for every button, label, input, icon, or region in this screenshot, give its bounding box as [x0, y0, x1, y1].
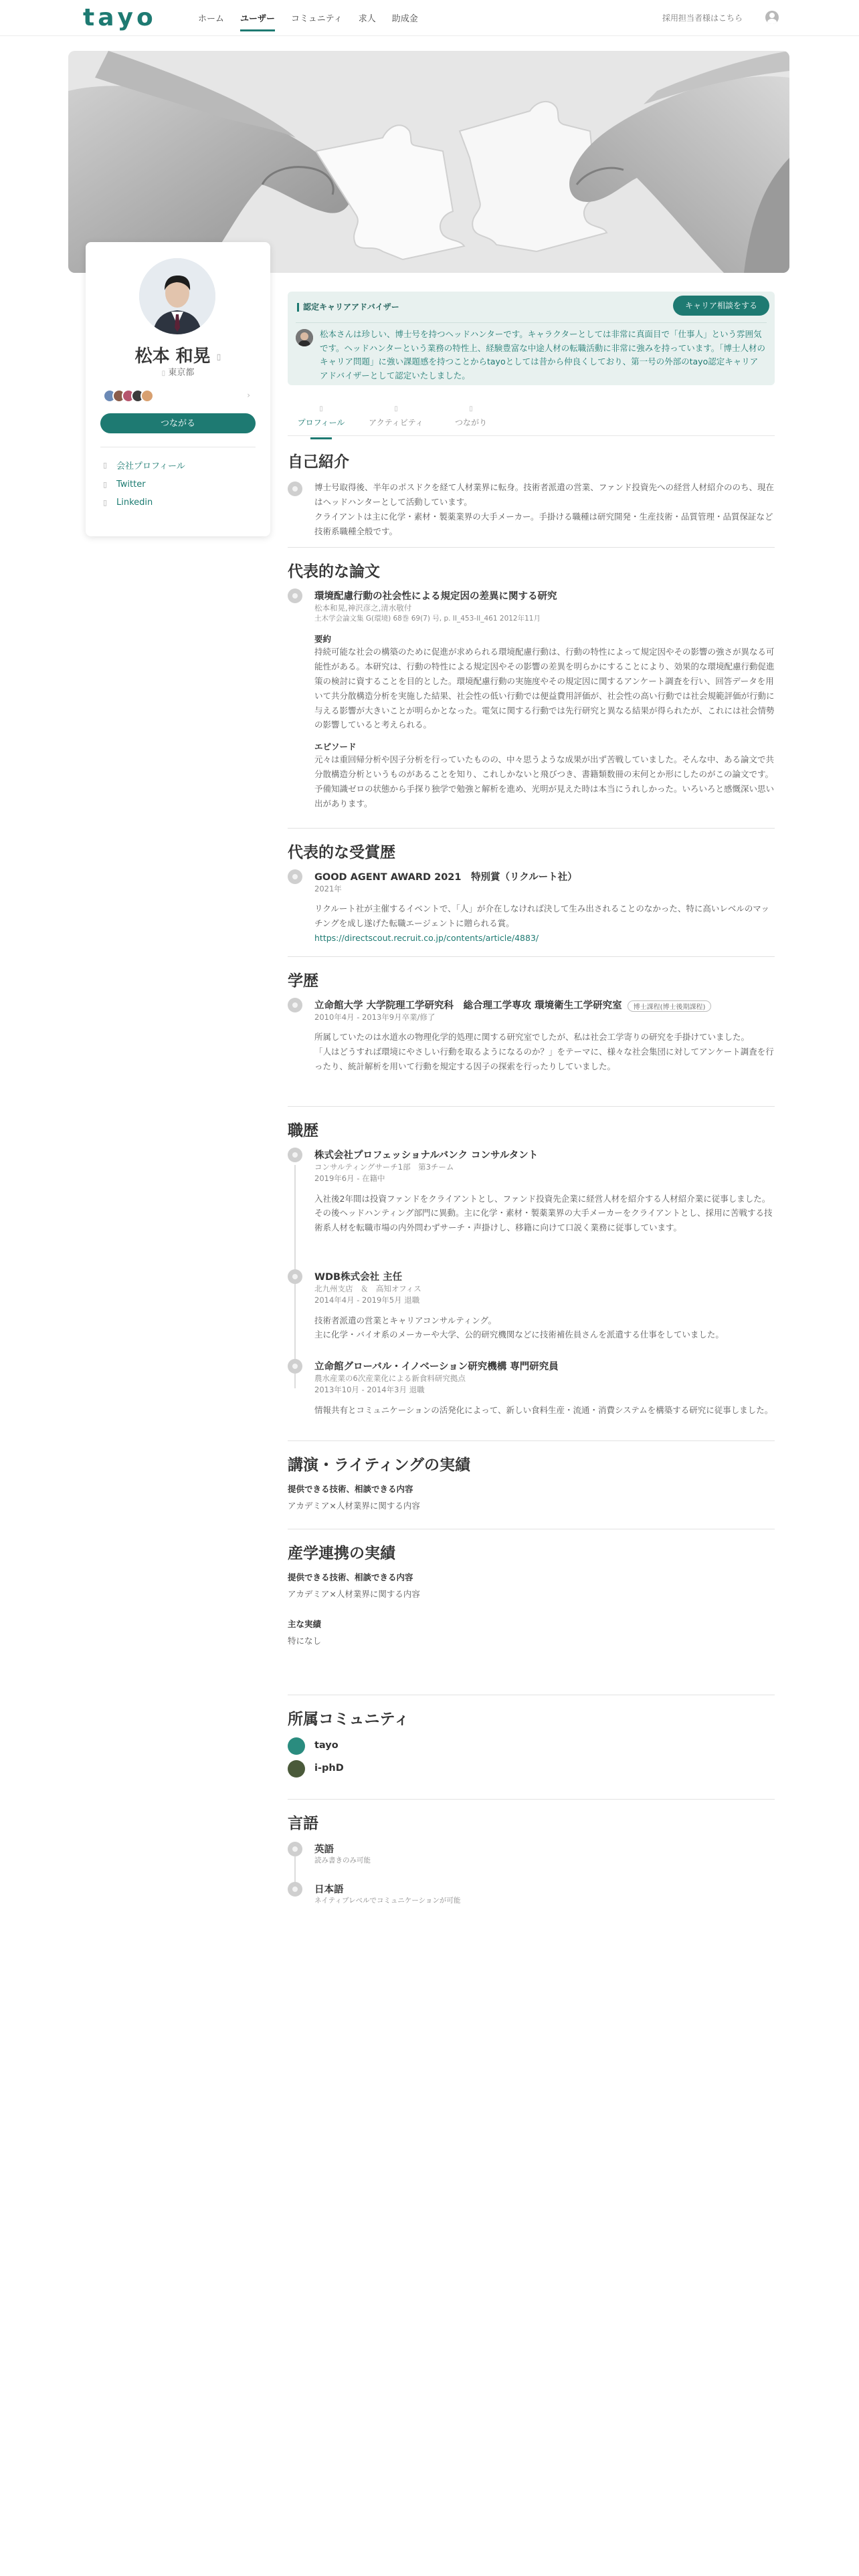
advisor-avatar — [296, 329, 313, 346]
community-name[interactable]: tayo — [314, 1740, 339, 1751]
language-name: 英語 — [314, 1844, 334, 1855]
award-title: GOOD AGENT AWARD 2021 特別賞（リクルート社） — [314, 872, 577, 883]
industry-section — [288, 1541, 775, 1648]
section-title: 職歴 — [288, 1122, 318, 1140]
job-company: 株式会社プロフェッショナルバンク コンサルタント — [314, 1150, 539, 1161]
logo-letter: a — [98, 3, 116, 31]
section-title: 所属コミュニティ — [288, 1711, 409, 1728]
top-navbar — [0, 0, 859, 36]
section-divider — [288, 1799, 775, 1800]
school-name: 立命館大学 大学院理工学研究科 総合理工学専攻 環境衛生工学研究室 — [314, 1000, 622, 1011]
location-pin-icon: ▯ — [161, 370, 166, 377]
education-text: 所属していたのは水道水の物理化学的処理に関する研究室でしたが、私は社会工学寄りの研究を手掛けていました。 「人はどうすれば環境にやさしい行動を取るようになるのか？」をテーマに、様々な社会集団に対してアンケート調査を行ったり、統計解析を用いて行動を規定する因子の探索を行ったりしていました。 — [314, 1032, 774, 1071]
job-period: 2014年4月 - 2019年5月 退職 — [314, 1295, 420, 1305]
timeline-dot — [288, 869, 302, 884]
logo-letter: t — [83, 3, 96, 31]
section-title: 自己紹介 — [288, 453, 349, 471]
award-description: リクルート社が主催するイベントで、「人」が介在しなければ決して生み出されることのなかった、特に高いレベルのマッチングを成し遂げた転職エージェントに贈られる賞。 — [314, 903, 769, 929]
profile-card — [86, 242, 270, 536]
tab-label: つながり — [454, 418, 487, 427]
results-heading: 主な実績 — [288, 1618, 322, 1629]
tab-activity[interactable] — [363, 405, 430, 428]
tab-label: プロフィール — [297, 418, 345, 427]
nav-jobs[interactable]: 求人 — [358, 14, 376, 24]
connections-avatars[interactable] — [103, 389, 150, 403]
job-description: 入社後2年間は投資ファンドをクライアントとし、ファンド投資先企業に経営人材を紹介する人材紹介業に従事しました。 その後ヘッドハンティング部門に異動。主に化学・素材・製薬業界の大手メーカーをクライアントとし、採用に苦戦する技術系人材を転職市場の内外問わずサーチ・声掛けし、移籍に向けて口説く業務に従事しています。 — [314, 1193, 773, 1233]
section-divider — [288, 956, 775, 957]
connections-tab-icon: ▯ — [469, 405, 473, 413]
profile-tabs — [288, 405, 775, 436]
main-nav — [198, 11, 418, 31]
cover-image — [68, 51, 789, 273]
job-company: WDB株式会社 主任 — [314, 1272, 403, 1283]
community-section — [288, 1707, 775, 1774]
company-profile-link[interactable] — [103, 459, 185, 471]
job-period: 2013年10月 - 2014年3月 退職 — [314, 1385, 425, 1395]
tab-label: アクティビティ — [369, 418, 423, 427]
job-description: 情報共有とコミュニケーションの活発化によって、新しい食料生産・流通・消費システムを構築する研究に従事しました。 — [314, 1404, 773, 1415]
section-title: 産学連携の実績 — [288, 1545, 395, 1562]
job-department: コンサルティングサーチ1部 第3チーム — [314, 1162, 454, 1172]
paper-journal: 土木学会論文集 G(環境) 68巻 69(7) 号, p. II_453-II_461 2012年11月 — [314, 615, 541, 623]
job-department: 農水産業の6次産業化による新食料研究拠点 — [314, 1374, 466, 1383]
career-advisor-box — [288, 292, 775, 385]
award-section — [288, 840, 775, 943]
puzzle-hands-illustration — [68, 51, 789, 273]
language-level: ネイティブレベルでコミュニケーションが可能 — [314, 1897, 461, 1905]
nav-users[interactable]: ユーザー — [240, 11, 275, 31]
lecture-subheading: 提供できる技術、相談できる内容 — [288, 1484, 413, 1494]
section-title: 代表的な受賞歴 — [288, 844, 395, 861]
section-title: 代表的な論文 — [288, 563, 380, 580]
profile-links — [103, 459, 185, 516]
advisor-heading — [297, 301, 399, 312]
job-period: 2019年6月 - 在籍中 — [314, 1174, 385, 1184]
link-label[interactable]: Twitter — [116, 479, 146, 490]
section-divider — [288, 547, 775, 548]
nav-home[interactable]: ホーム — [198, 14, 225, 24]
timeline-dot — [288, 1269, 302, 1284]
advisor-comment: 松本さんは珍しい、博士号を持つヘッドハンターです。キャラクターとしては非常に真面目で「仕事人」という雰囲気です。ヘッドハンターという業務の特性上、経験豊富な中途人材の転職活動に非常に強みを持っています。「博士人材のキャリア問題」に強い課題感を持つことからtayoとしては昔から仲良くしており、第一号の外部のtayo認定キャリアアドバイザーとして認定いたしました。 — [320, 329, 766, 381]
career-consult-button[interactable]: キャリア相談をする — [673, 296, 769, 316]
section-title: 学歴 — [288, 972, 318, 990]
link-label[interactable]: Linkedin — [116, 498, 153, 508]
twitter-link[interactable] — [103, 479, 185, 490]
language-name: 日本語 — [314, 1885, 344, 1895]
job-company: 立命館グローバル・イノベーション研究機構 専門研究員 — [314, 1362, 559, 1372]
language-level: 読み書きのみ可能 — [314, 1856, 371, 1864]
timeline-dot — [288, 1882, 302, 1897]
divider — [296, 322, 767, 323]
job-department: 北九州支店 ＆ 高知オフィス — [314, 1284, 421, 1293]
award-year: 2021年 — [314, 884, 342, 893]
lecture-section — [288, 1453, 775, 1513]
connection-avatar — [140, 389, 154, 403]
paper-authors: 松本和晃,神沢彦之,清水敬付 — [314, 603, 412, 613]
section-divider — [288, 1440, 775, 1441]
nav-grants[interactable]: 助成金 — [391, 14, 418, 24]
section-title: 言語 — [288, 1815, 318, 1832]
nav-right — [662, 11, 779, 24]
main-column — [288, 292, 775, 1905]
timeline-dot — [288, 1359, 302, 1374]
profile-name — [86, 342, 270, 367]
timeline-dot — [288, 481, 302, 496]
tab-profile[interactable] — [288, 405, 355, 428]
profile-location — [86, 365, 270, 378]
community-name[interactable]: i-phD — [314, 1763, 344, 1774]
location-text: 東京都 — [168, 368, 195, 378]
nav-community[interactable]: コミュニティ — [291, 14, 343, 24]
industry-text: アカデミア×人材業界に関する内容 — [288, 1589, 420, 1599]
name-text: 松本 和晃 — [134, 346, 211, 366]
building-icon: ▯ — [103, 461, 108, 469]
section-divider — [288, 828, 775, 829]
tayo-logo[interactable] — [83, 4, 155, 31]
intro-section — [288, 449, 775, 536]
episode-heading: エピソード — [314, 742, 357, 752]
chevron-right-icon[interactable]: › — [247, 391, 250, 400]
results-text: 特になし — [288, 1635, 322, 1646]
summary-heading: 要約 — [314, 634, 332, 644]
section-divider — [288, 1106, 775, 1107]
paper-title: 環境配慮行動の社会性による規定因の差異に関する研究 — [314, 591, 557, 602]
timeline-dot — [288, 998, 302, 1012]
user-menu-icon[interactable] — [765, 11, 779, 24]
logo-letter: y — [117, 3, 134, 31]
education-period: 2010年4月 - 2013年9月卒業/修了 — [314, 1012, 436, 1022]
employer-link[interactable]: 採用担当者様はこちら — [662, 13, 743, 23]
timeline-dot — [288, 1842, 302, 1856]
intro-text: 博士号取得後、半年のポスドクを経て人材業界に転身。技術者派遣の営業、ファンド投資先への経営人材紹介ののち、現在はヘッドハンターとして活動しています。 クライアントは主に化学・素材・製薬業界の大手メーカー。手掛ける職種は研究開発・生産技術・品質管理・品質保証など技術系職種全般です。 — [314, 482, 775, 536]
link-label[interactable]: 会社プロフィール — [116, 461, 185, 471]
profile-photo — [139, 258, 215, 334]
paper-section — [288, 559, 775, 809]
career-section — [288, 1118, 775, 1415]
verified-icon: ▯ — [216, 352, 221, 362]
education-section — [288, 968, 775, 1071]
linkedin-icon: ▯ — [103, 498, 108, 507]
iphd-community-icon — [288, 1760, 305, 1778]
twitter-icon: ▯ — [103, 480, 108, 489]
degree-tag: 博士課程(博士後期課程) — [628, 1000, 712, 1012]
industry-subheading: 提供できる技術、相談できる内容 — [288, 1572, 413, 1582]
lecture-text: アカデミア×人材業界に関する内容 — [288, 1501, 420, 1511]
timeline-dot — [288, 588, 302, 603]
profile-tab-icon: ▯ — [319, 405, 323, 413]
linkedin-link[interactable] — [103, 498, 185, 508]
section-title: 講演・ライティングの実績 — [288, 1457, 471, 1474]
activity-tab-icon: ▯ — [394, 405, 398, 413]
language-section — [288, 1811, 775, 1905]
tab-connections[interactable] — [438, 405, 504, 428]
advisor-heading-text: 認定キャリアアドバイザー — [303, 302, 399, 312]
paper-episode: 元々は重回帰分析や因子分析を行っていたものの、中々思うような成果が出ず苦戦していました。そんな中、ある論文で共分散構造分析というものがあることを知り、これしかないと飛びつき、書籍類数冊の末何とか形にしたのがこの論文です。予備知識ゼロの状態から手探り独学で勉強と解析を進め、光明が見えた時は本当にうれしかった。いろいろと感慨深い思い出があります。 — [314, 754, 775, 809]
logo-letter: o — [136, 3, 155, 31]
job-description: 技術者派遣の営業とキャリアコンサルティング。 主に化学・バイオ系のメーカーや大学、公的研究機関などに技術補佐員さんを派遣する仕事をしていました。 — [314, 1315, 724, 1340]
paper-summary: 持続可能な社会の構築のために促進が求められる環境配慮行動は、行動の特性によって規定因やその影響の強さが異なる可能性がある。本研究は、行動の特性による規定因やその影響の差異を明らかにすることにより、効果的な環境配慮行動促進策の検討に資することを目的とした。環境配慮行動の実施度やその規定因に関するアンケート調査を行い、回答データを用いて共分散構造分析を実施した結果、社会性の低い行動では便益費用評価が、社会性の高い行動では社会規範評価が行動に与える影響が大きいことが明らかとなった。電気に関する行動では先行研究と異なる結果が得られたが、これには社会情勢の影響していると考えられる。 — [314, 647, 775, 730]
award-link[interactable]: https://directscout.recruit.co.jp/contents/article/4883/ — [314, 933, 539, 943]
connect-button[interactable]: つながる — [100, 413, 256, 433]
timeline-dot — [288, 1148, 302, 1162]
tayo-community-icon — [288, 1737, 305, 1755]
